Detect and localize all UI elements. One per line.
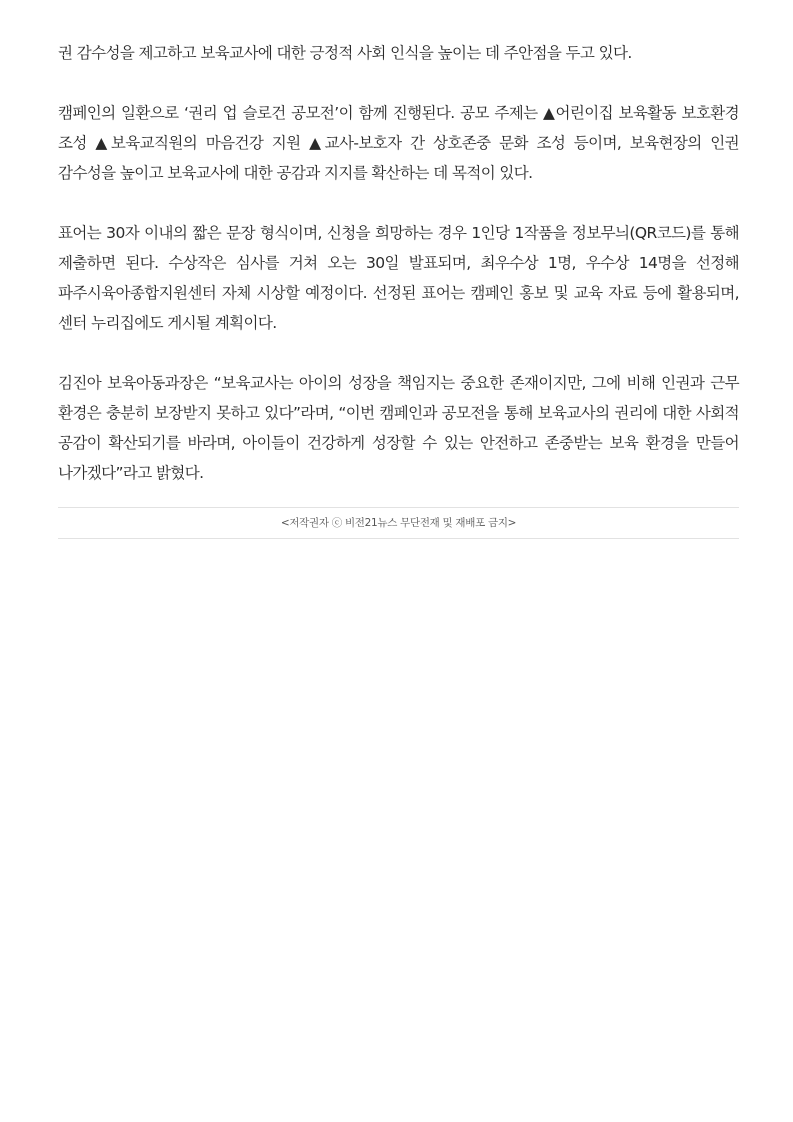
article-body [58, 38, 739, 518]
article-paragraph: 김진아 보육아동과장은 “보육교사는 아이의 성장을 책임지는 중요한 존재이지만, 그에 비해 인권과 근무 환경은 충분히 보장받지 못하고 있다”라며, “이번 캠페인과 공모전을 통해 보육교사의 권리에 대한 사회적 공감이 확산되기를 바라며, 아이들이 건강하게 성장할 수 있는 안전하고 존중받는 보육 환경을 만들어 나가겠다”라고 밝혔다. [58, 374, 739, 482]
article-paragraph: 표어는 30자 이내의 짧은 문장 형식이며, 신청을 희망하는 경우 1인당 1작품을 정보무늬(QR코드)를 통해 제출하면 된다. 수상작은 심사를 거쳐 오는 30일 발표되며, 최우수상 1명, 우수상 14명을 선정해 파주시육아종합지원센터 자체 시상할 예정이다. 선정된 표어는 캠페인 홍보 및 교육 자료 등에 활용되며, 센터 누리집에도 게시될 계획이다. [58, 224, 739, 332]
copyright-notice: <저작권자 ⓒ 비전21뉴스 무단전재 및 재배포 금지> [58, 507, 739, 539]
article-paragraph: 캠페인의 일환으로 ‘권리 업 슬로건 공모전’이 함께 진행된다. 공모 주제는 ▲어린이집 보육활동 보호환경 조성 ▲보육교직원의 마음건강 지원 ▲교사-보호자 간 상호존중 문화 조성 등이며, 보육현장의 인권 감수성을 높이고 보육교사에 대한 공감과 지지를 확산하는 데 목적이 있다. [58, 104, 739, 182]
article-paragraph: 권 감수성을 제고하고 보육교사에 대한 긍정적 사회 인식을 높이는 데 주안점을 두고 있다. [58, 44, 632, 62]
